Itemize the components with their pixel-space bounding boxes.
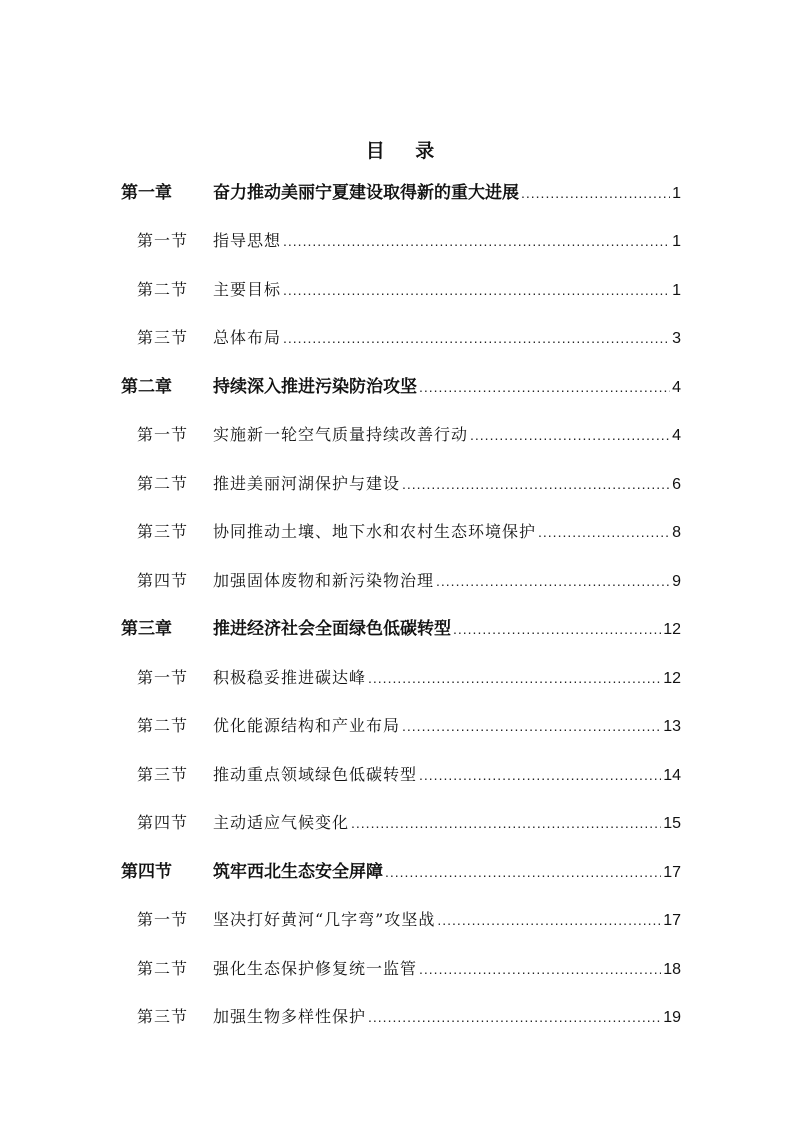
toc-page-number: 1 — [672, 185, 681, 202]
toc-entry-title: 总体布局 — [213, 328, 282, 347]
toc-entry-number: 第一节 — [137, 425, 189, 444]
toc-entry-title: 优化能源结构和产业布局 — [213, 716, 401, 735]
toc-entry-title: 推进经济社会全面绿色低碳转型 — [213, 619, 451, 639]
toc-page-number: 6 — [672, 476, 681, 493]
dot-leader — [419, 954, 661, 984]
dot-leader — [368, 1002, 661, 1032]
toc-entry-title: 推动重点领域绿色低碳转型 — [213, 765, 418, 784]
toc-entry-title: 主动适应气候变化 — [213, 813, 350, 832]
toc-entry-title: 筑牢西北生态安全屏障 — [213, 862, 383, 882]
toc-section-3-4[interactable] — [137, 808, 681, 838]
toc-entry-number: 第四节 — [137, 813, 189, 832]
toc-entry-number: 第四节 — [121, 862, 172, 882]
toc-section-3-2[interactable] — [137, 711, 681, 741]
toc-page-number: 9 — [672, 573, 681, 590]
toc-entry-number: 第三章 — [121, 619, 172, 639]
dot-leader — [436, 566, 670, 596]
toc-page-number: 3 — [672, 330, 681, 347]
dot-leader — [453, 614, 661, 644]
toc-entry-number: 第四节 — [137, 571, 189, 590]
toc-entry-number: 第一节 — [137, 910, 189, 929]
toc-chapter-3[interactable] — [121, 614, 681, 644]
toc-entry-number: 第二节 — [137, 280, 189, 299]
dot-leader — [385, 857, 661, 887]
toc-entry-title: 指导思想 — [213, 231, 282, 250]
toc-page-number: 17 — [663, 912, 681, 929]
dot-leader — [521, 178, 670, 208]
toc-section-4-2[interactable] — [137, 954, 681, 984]
toc-chapter-4[interactable] — [121, 857, 681, 887]
dot-leader — [419, 372, 670, 402]
toc-entry-number: 第二节 — [137, 474, 189, 493]
dot-leader — [402, 711, 661, 741]
toc-entry-number: 第二节 — [137, 716, 189, 735]
toc-entry-title: 强化生态保护修复统一监管 — [213, 959, 418, 978]
toc-entry-number: 第二章 — [121, 377, 172, 397]
toc-entry-title: 加强生物多样性保护 — [213, 1007, 367, 1026]
dot-leader — [437, 905, 661, 935]
toc-page-number: 14 — [663, 767, 681, 784]
toc-entry-title: 积极稳妥推进碳达峰 — [213, 668, 367, 687]
dot-leader — [283, 226, 670, 256]
toc-page-number: 15 — [663, 815, 681, 832]
toc-entry-title: 主要目标 — [213, 280, 282, 299]
toc-entry-title: 推进美丽河湖保护与建设 — [213, 474, 401, 493]
toc-entry-number: 第三节 — [137, 328, 189, 347]
toc-entry-title: 实施新一轮空气质量持续改善行动 — [213, 425, 469, 444]
toc-entry-title: 协同推动土壤、地下水和农村生态环境保护 — [213, 522, 537, 541]
dot-leader — [402, 469, 670, 499]
toc-page-number: 1 — [672, 282, 681, 299]
dot-leader — [283, 275, 670, 305]
toc-section-1-1[interactable] — [137, 226, 681, 256]
toc-chapter-1[interactable] — [121, 178, 681, 208]
toc-chapter-2[interactable] — [121, 372, 681, 402]
toc-section-3-1[interactable] — [137, 663, 681, 693]
toc-page-number: 13 — [663, 718, 681, 735]
toc-entry-number: 第三节 — [137, 522, 189, 541]
toc-section-2-3[interactable] — [137, 517, 681, 547]
toc-entry-number: 第三节 — [137, 1007, 189, 1026]
toc-entry-title: 奋力推动美丽宁夏建设取得新的重大进展 — [213, 183, 519, 203]
toc-entry-title: 持续深入推进污染防治攻坚 — [213, 377, 417, 397]
toc-page-number: 17 — [663, 864, 681, 881]
toc-page-number: 19 — [663, 1009, 681, 1026]
toc-page-number: 8 — [672, 524, 681, 541]
dot-leader — [470, 420, 670, 450]
dot-leader — [538, 517, 670, 547]
toc-page-number: 4 — [672, 427, 681, 444]
toc-page-number: 18 — [663, 961, 681, 978]
toc-title: 目 录 — [365, 140, 447, 162]
toc-entry-title: 坚决打好黄河“几字弯”攻坚战 — [213, 910, 436, 929]
toc-entry-number: 第三节 — [137, 765, 189, 784]
toc-page-number: 12 — [663, 621, 681, 638]
toc-section-3-3[interactable] — [137, 760, 681, 790]
toc-section-2-2[interactable] — [137, 469, 681, 499]
dot-leader — [419, 760, 661, 790]
toc-section-4-1[interactable] — [137, 905, 681, 935]
toc-entry-title: 加强固体废物和新污染物治理 — [213, 571, 435, 590]
toc-page-number: 12 — [663, 670, 681, 687]
toc-page-number: 4 — [672, 379, 681, 396]
dot-leader — [368, 663, 661, 693]
toc-section-2-1[interactable] — [137, 420, 681, 450]
toc-entry-number: 第一章 — [121, 183, 172, 203]
toc-entry-number: 第一节 — [137, 668, 189, 687]
toc-section-4-3[interactable] — [137, 1002, 681, 1032]
toc-entry-number: 第二节 — [137, 959, 189, 978]
dot-leader — [351, 808, 661, 838]
toc-section-2-4[interactable] — [137, 566, 681, 596]
toc-section-1-2[interactable] — [137, 275, 681, 305]
toc-page-number: 1 — [672, 233, 681, 250]
dot-leader — [283, 323, 670, 353]
toc-section-1-3[interactable] — [137, 323, 681, 353]
toc-entry-number: 第一节 — [137, 231, 189, 250]
